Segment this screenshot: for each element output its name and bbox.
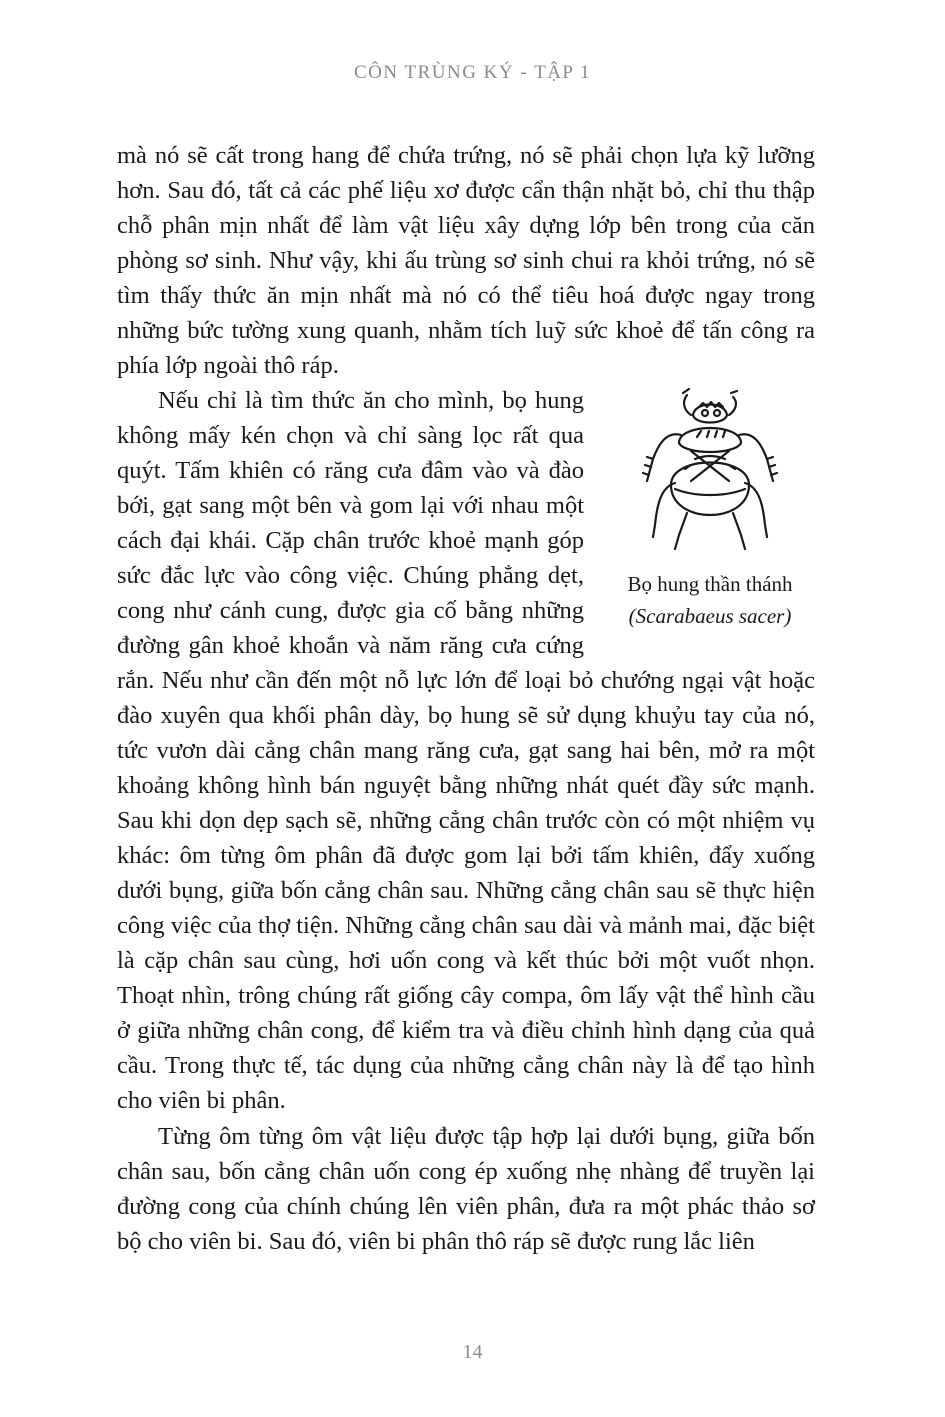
figure-caption: Bọ hung thần thánh (627, 572, 793, 596)
figure-beetle (590, 383, 830, 631)
figure-caption-latin: (Scarabaeus sacer) (628, 604, 792, 628)
page-number: 14 (462, 1341, 483, 1363)
page-body (117, 138, 815, 1259)
running-header: CÔN TRÙNG KÝ - TẬP 1 (353, 62, 592, 83)
paragraph-2: Nếu chỉ là tìm thức ăn cho mình, bọ hung không mấy kén chọn và chỉ sàng lọc rất qua quýt. Tấm khiên có răng cưa đâm vào và đào bới, gạt sang một bên và gom lại với nhau một cách đại khái. Cặp chân trước khoẻ mạnh góp sức đắc lực vào công việc. Chúng phẳng dẹt, cong như cánh cung, được gia cố bằng những đường gân khoẻ khoắn và năm răng cưa cứng rắn. Nếu như cần đến một nỗ lực lớn để loại bỏ chướng ngại vật hoặc đào xuyên qua khối phân dày, bọ hung sẽ sử dụng khuỷu tay của nó, tức vươn dài cẳng chân mang răng cưa, gạt sang hai bên, mở ra một khoảng không hình bán nguyệt bằng những nhát quét đầy sức mạnh. Sau khi dọn dẹp sạch sẽ, những cẳng chân trước còn có một nhiệm vụ khác: ôm từng ôm phân đã được gom lại bởi tấm khiên, đẩy xuống dưới bụng, giữa bốn cẳng chân sau. Những cẳng chân sau sẽ thực hiện công việc của thợ tiện. Những cẳng chân sau dài và mảnh mai, đặc biệt là cặp chân sau cùng, hơi uốn cong và kết thúc bởi một vuốt nhọn. Thoạt nhìn, trông chúng rất giống cây compa, ôm lấy vật thể hình cầu ở giữa những chân cong, để kiểm tra và điều chỉnh hình dạng của quả cầu. Trong thực tế, tác dụng của những cẳng chân này là để tạo hình cho viên bi phân. (117, 387, 815, 1114)
scarab-beetle-illustration (635, 385, 785, 555)
paragraph-1: mà nó sẽ cất trong hang để chứa trứng, nó sẽ phải chọn lựa kỹ lưỡng hơn. Sau đó, tất cả các phế liệu xơ được cẩn thận nhặt bỏ, chỉ thu thập chỗ phân mịn nhất để làm vật liệu xây dựng lớp bên trong của căn phòng sơ sinh. Như vậy, khi ấu trùng sơ sinh chui ra khỏi trứng, nó sẽ tìm thấy thức ăn mịn nhất mà nó có thể tiêu hoá được ngay trong những bức tường xung quanh, nhằm tích luỹ sức khoẻ để tấn công ra phía lớp ngoài thô ráp. (117, 142, 815, 379)
paragraph-3: Từng ôm từng ôm vật liệu được tập hợp lại dưới bụng, giữa bốn chân sau, bốn cẳng chân uốn cong ép xuống nhẹ nhàng để truyền lại đường cong của chính chúng lên viên phân, đưa ra một phác thảo sơ bộ cho viên bi. Sau đó, viên bi phân thô ráp sẽ được rung lắc liên (117, 1123, 815, 1255)
